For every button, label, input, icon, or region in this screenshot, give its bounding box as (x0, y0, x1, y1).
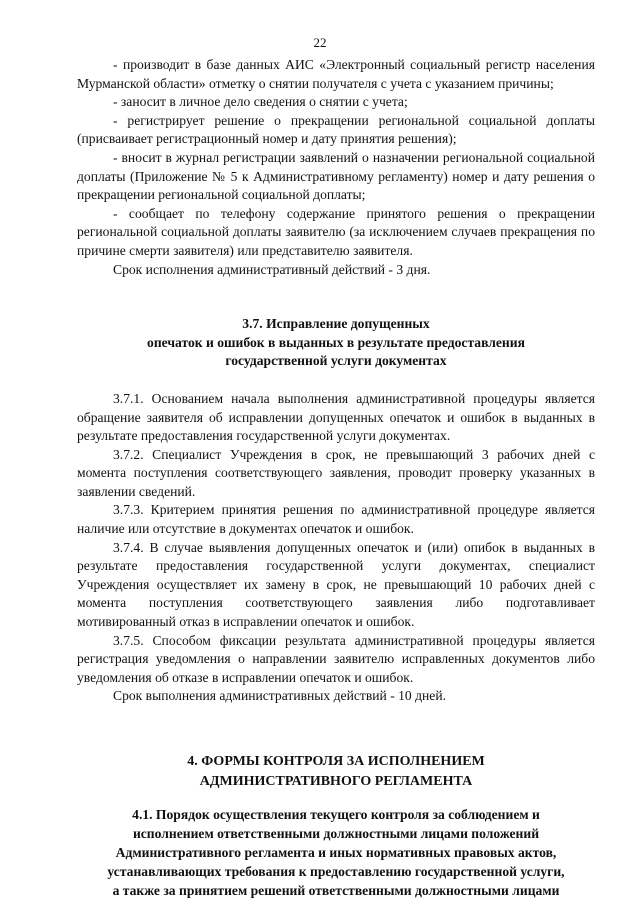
section-heading-line: 3.7. Исправление допущенных (242, 316, 430, 332)
sub-heading-line: Административного регламента и иных нормативных правовых актов, (115, 845, 557, 860)
sub-heading-line: а также за принятием решений ответственными должностными лицами (112, 883, 560, 898)
chapter-heading-line: 4. ФОРМЫ КОНТРОЛЯ ЗА ИСПОЛНЕНИЕМ (187, 754, 485, 769)
section-deadline: Срок выполнения административных действий - 10 дней. (113, 688, 447, 704)
sub-heading-line: 4.1. Порядок осуществления текущего контроля за соблюдением и (132, 807, 540, 822)
chapter-4-heading (77, 752, 595, 791)
intro-item: - вносит в журнал регистрации заявлений о назначении региональной социальной доплаты (Приложение № 5 к Административному регламенту) номер и дату решения о прекращении региональной социальной доплаты; (77, 149, 595, 203)
page-content (77, 56, 595, 900)
chapter-heading-line: АДМИНИСТРАТИВНОГО РЕГЛАМЕНТА (199, 773, 473, 789)
page-number: 22 (313, 35, 327, 50)
intro-item: - сообщает по телефону содержание принятого решения о прекращении региональной социальной доплаты заявителю (за исключением случаев прекращения по причине смерти заявителя) или представителю заявителя. (77, 205, 595, 258)
sub-heading-line: устанавливающих требования к предоставлению государственной услуги, (107, 864, 565, 879)
clause-3-7-4: 3.7.4. В случае выявления допущенных опечаток и (или) опибок в выданных в результате предоставления государственной услуги документах, специалист Учреждения осуществляет их замену в срок, не превышающий 10 рабочих дней с момента поступления соответствующего заявления либо подготавливает мотивированный отказ в исправлении опечаток и ошибок. (77, 539, 595, 630)
section-4-1-heading (77, 805, 595, 900)
clause-3-7-1: 3.7.1. Основанием начала выполнения административной процедуры является обращение заявителя об исправлении допущенных опечаток и ошибок в выданных в результате предоставления государственной услуги документах. (77, 390, 595, 444)
intro-item: - производит в базе данных АИС «Электронный социальный регистр населения Мурманской области» отметку о снятии получателя с учета с указанием причины; (77, 57, 595, 91)
section-3-7-heading (77, 315, 595, 371)
intro-item: - заносит в личное дело сведения о снятии с учета; (113, 94, 408, 110)
section-heading-line: опечаток и ошибок в выданных в результате предоставления (147, 334, 525, 350)
intro-item: - регистрирует решение о прекращении региональной социальной доплаты (присваивает регистрационный номер и дату принятия решения); (77, 112, 595, 147)
clause-3-7-3: 3.7.3. Критерием принятия решения по административной процедуре является наличие или отсутствие в документах опечаток и ошибок. (77, 502, 595, 537)
clause-3-7-5: 3.7.5. Способом фиксации результата административной процедуры является регистрация уведомления о направлении заявителю исправленных документов либо уведомления об отказе в исправлении опечаток и ошибок. (77, 632, 595, 685)
sub-heading-line: исполнением ответственными должностными лицами положений (132, 826, 540, 841)
clause-3-7-2: 3.7.2. Специалист Учреждения в срок, не превышающий 3 рабочих дней с момента поступления соответствующего заявления, проводит проверку указанных в заявлении сведений. (77, 446, 595, 499)
intro-deadline: Срок исполнения административный действий - 3 дня. (113, 261, 431, 277)
section-heading-line: государственной услуги документах (225, 353, 447, 369)
